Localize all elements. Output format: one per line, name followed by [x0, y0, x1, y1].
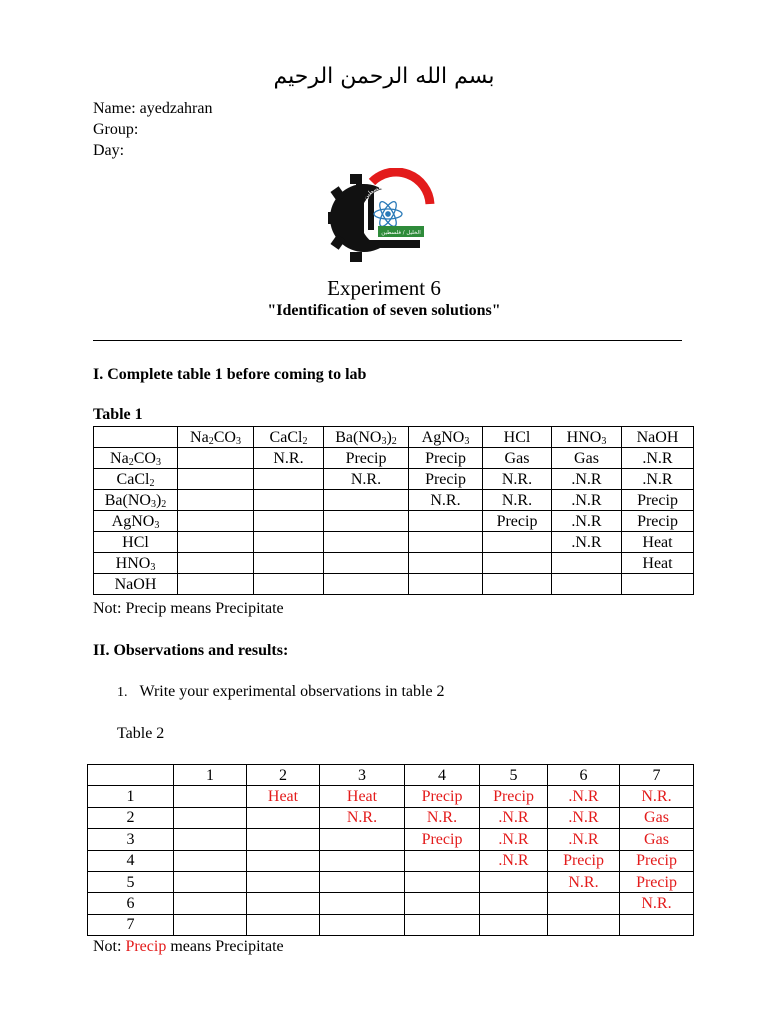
note-suffix: means Precipitate: [166, 938, 284, 955]
table-row: [94, 511, 694, 532]
table-row: [88, 871, 694, 892]
table-cell: [247, 914, 320, 935]
table-cell: [409, 532, 483, 553]
table-cell: [254, 574, 324, 595]
table-cell: [480, 893, 548, 914]
table-cell: [405, 850, 480, 871]
university-logo: [326, 168, 454, 268]
table-cell: [480, 914, 548, 935]
table-cell: N.R.: [409, 490, 483, 511]
table-cell: [247, 850, 320, 871]
table-cell: [178, 448, 254, 469]
table-cell: [174, 871, 247, 892]
table-cell: [254, 511, 324, 532]
table-cell: Heat: [320, 786, 405, 807]
column-header: 3: [320, 765, 405, 786]
table-cell: [174, 829, 247, 850]
table-cell: .N.R: [552, 469, 622, 490]
table-cell: Precip: [622, 511, 694, 532]
table-row: [88, 914, 694, 935]
table-cell: [254, 490, 324, 511]
row-header: AgNO$_3$: [94, 511, 178, 532]
table-row: [88, 829, 694, 850]
table-cell: [405, 871, 480, 892]
column-header: CaCl$_2$: [254, 427, 324, 448]
table-cell: N.R.: [620, 893, 694, 914]
row-header: 6: [88, 893, 174, 914]
section-2-heading: II. Observations and results:: [93, 642, 289, 659]
item-text: Write your experimental observations in table 2: [139, 683, 445, 700]
row-header: 3: [88, 829, 174, 850]
table-row: [88, 850, 694, 871]
table-cell: [247, 829, 320, 850]
table-cell: Precip: [324, 448, 409, 469]
table-2: [87, 764, 694, 936]
table-cell: Heat: [622, 532, 694, 553]
table-cell: Precip: [405, 786, 480, 807]
table-cell: Precip: [409, 448, 483, 469]
name-line: Name: ayedzahran: [93, 100, 213, 117]
column-header: 5: [480, 765, 548, 786]
svg-text:جامعة بوليتكنك فلسطين: جامعة بوليتكنك فلسطين: [362, 181, 422, 203]
item-number: 1.: [117, 685, 128, 700]
table-header-row: [88, 765, 694, 786]
table-cell: [178, 574, 254, 595]
table-cell: [552, 574, 622, 595]
table-cell: Precip: [620, 850, 694, 871]
table-cell: N.R.: [483, 490, 552, 511]
table-cell: [483, 532, 552, 553]
bismillah-heading: بسم الله الرحمن الرحيم: [273, 64, 495, 89]
table-header-row: [94, 427, 694, 448]
table-cell: .N.R: [552, 532, 622, 553]
table-2-note: [93, 938, 284, 956]
table-cell: Gas: [620, 807, 694, 828]
table-cell: N.R.: [548, 871, 620, 892]
table-cell: [178, 532, 254, 553]
note-prefix: Not:: [93, 938, 126, 955]
table-cell: [409, 574, 483, 595]
table-cell: [552, 553, 622, 574]
table-cell: [254, 532, 324, 553]
row-header: NaOH: [94, 574, 178, 595]
column-header: 1: [174, 765, 247, 786]
table-cell: [178, 511, 254, 532]
row-header: 4: [88, 850, 174, 871]
table-cell: [174, 807, 247, 828]
column-header: $Na_2CO_3$: [178, 427, 254, 448]
table-2-caption: Table 2: [117, 725, 165, 742]
table-cell: [409, 553, 483, 574]
svg-text:الخليل / فلسطين: الخليل / فلسطين: [381, 230, 421, 236]
table-cell: Gas: [620, 829, 694, 850]
column-header: 2: [247, 765, 320, 786]
row-header: $Ba(NO_3)_2$: [94, 490, 178, 511]
table-cell: [324, 532, 409, 553]
table-row: [94, 532, 694, 553]
column-header: 6: [548, 765, 620, 786]
column-header: 4: [405, 765, 480, 786]
divider: [93, 340, 682, 341]
table-cell: Precip: [405, 829, 480, 850]
row-header: $HNO_3$: [94, 553, 178, 574]
table-cell: [324, 490, 409, 511]
table-cell: [320, 893, 405, 914]
table-cell: Gas: [552, 448, 622, 469]
table-cell: .N.R: [480, 850, 548, 871]
column-header: [88, 765, 174, 786]
table-cell: [483, 574, 552, 595]
table-cell: [480, 871, 548, 892]
table-cell: [405, 893, 480, 914]
table-cell: [254, 469, 324, 490]
table-cell: .N.R: [548, 786, 620, 807]
table-cell: N.R.: [483, 469, 552, 490]
table-cell: Precip: [409, 469, 483, 490]
table-cell: N.R.: [324, 469, 409, 490]
table-cell: [247, 807, 320, 828]
table-cell: [483, 553, 552, 574]
table-cell: [409, 511, 483, 532]
table-cell: Gas: [483, 448, 552, 469]
table-cell: [174, 893, 247, 914]
student-info: [93, 98, 212, 161]
table-cell: Heat: [622, 553, 694, 574]
table-cell: [548, 914, 620, 935]
section-1-heading: I. Complete table 1 before coming to lab: [93, 366, 367, 383]
row-header: 5: [88, 871, 174, 892]
instruction-item: [117, 683, 445, 701]
table-cell: Precip: [480, 786, 548, 807]
table-cell: [324, 511, 409, 532]
table-row: [94, 574, 694, 595]
table-cell: N.R.: [320, 807, 405, 828]
table-row: [88, 786, 694, 807]
table-row: [94, 469, 694, 490]
row-header: 2: [88, 807, 174, 828]
table-1: [93, 426, 694, 595]
column-header: 7: [620, 765, 694, 786]
row-header: $Na_2CO_3$: [94, 448, 178, 469]
table-cell: [320, 829, 405, 850]
table-cell: [548, 893, 620, 914]
table-cell: .N.R: [552, 511, 622, 532]
table-row: [94, 448, 694, 469]
table-row: [94, 553, 694, 574]
row-header: 1: [88, 786, 174, 807]
column-header: HCl: [483, 427, 552, 448]
table-row: [94, 490, 694, 511]
row-header: HCl: [94, 532, 178, 553]
table-cell: Precip: [620, 871, 694, 892]
table-cell: [247, 871, 320, 892]
table-cell: [324, 574, 409, 595]
table-cell: [324, 553, 409, 574]
table-cell: [254, 553, 324, 574]
table-cell: [174, 786, 247, 807]
table-cell: [320, 871, 405, 892]
table-cell: .N.R: [548, 829, 620, 850]
table-cell: Precip: [483, 511, 552, 532]
column-header: $HNO_3$: [552, 427, 622, 448]
table-cell: Heat: [247, 786, 320, 807]
table-cell: .N.R: [548, 807, 620, 828]
table-cell: .N.R: [622, 448, 694, 469]
table-cell: N.R.: [254, 448, 324, 469]
experiment-subtitle: "Identification of seven solutions": [267, 302, 501, 319]
table-cell: [622, 574, 694, 595]
column-header: $Ba(NO_3)_2$: [324, 427, 409, 448]
experiment-title: Experiment 6: [327, 276, 441, 300]
table-row: [88, 807, 694, 828]
table-cell: [320, 914, 405, 935]
table-cell: N.R.: [405, 807, 480, 828]
table-cell: N.R.: [620, 786, 694, 807]
table-cell: [320, 850, 405, 871]
table-cell: .N.R: [480, 807, 548, 828]
row-header: 7: [88, 914, 174, 935]
column-header: [94, 427, 178, 448]
column-header: AgNO$_3$: [409, 427, 483, 448]
group-line: Group:: [93, 121, 139, 138]
day-line: Day:: [93, 142, 125, 159]
table-cell: [620, 914, 694, 935]
table-cell: [178, 490, 254, 511]
table-cell: [247, 893, 320, 914]
table-row: [88, 893, 694, 914]
table-cell: [174, 914, 247, 935]
table-cell: [174, 850, 247, 871]
table-cell: .N.R: [552, 490, 622, 511]
table-1-note: Not: Precip means Precipitate: [93, 600, 284, 617]
column-header: NaOH: [622, 427, 694, 448]
table-cell: [178, 553, 254, 574]
table-cell: Precip: [548, 850, 620, 871]
table-1-caption: Table 1: [93, 406, 143, 423]
table-cell: .N.R: [622, 469, 694, 490]
note-highlight: Precip: [125, 938, 167, 955]
table-cell: [178, 469, 254, 490]
table-cell: .N.R: [480, 829, 548, 850]
table-cell: [405, 914, 480, 935]
row-header: CaCl$_2$: [94, 469, 178, 490]
table-cell: Precip: [622, 490, 694, 511]
